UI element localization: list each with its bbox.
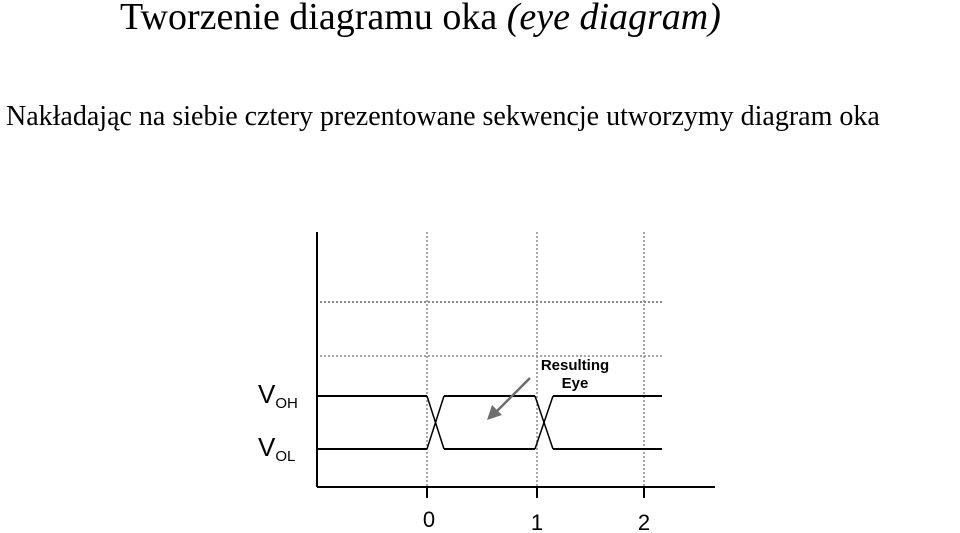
annotation-label-line1: Resulting: [540, 357, 610, 374]
level-label-high-sub: OH: [275, 395, 298, 412]
annotation-label-line2: Eye: [561, 375, 589, 392]
slide-title-main: Tworzenie diagramu oka: [120, 0, 507, 38]
x-tick-label-2: 2: [637, 510, 651, 533]
x-tick-label-1: 1: [530, 510, 544, 533]
slide-body-text: Nakładając na siebie cztery prezentowane sekwencje utworzymy diagram oka: [6, 101, 880, 132]
level-label-low-sub: OL: [275, 448, 296, 465]
level-label-high: [258, 379, 298, 412]
x-tick-label-0: 0: [422, 507, 436, 532]
level-label-low: [258, 432, 295, 465]
slide-title-italic: (eye diagram): [506, 0, 721, 38]
level-label-low-main: V: [258, 432, 276, 462]
level-label-high-main: V: [258, 379, 276, 409]
